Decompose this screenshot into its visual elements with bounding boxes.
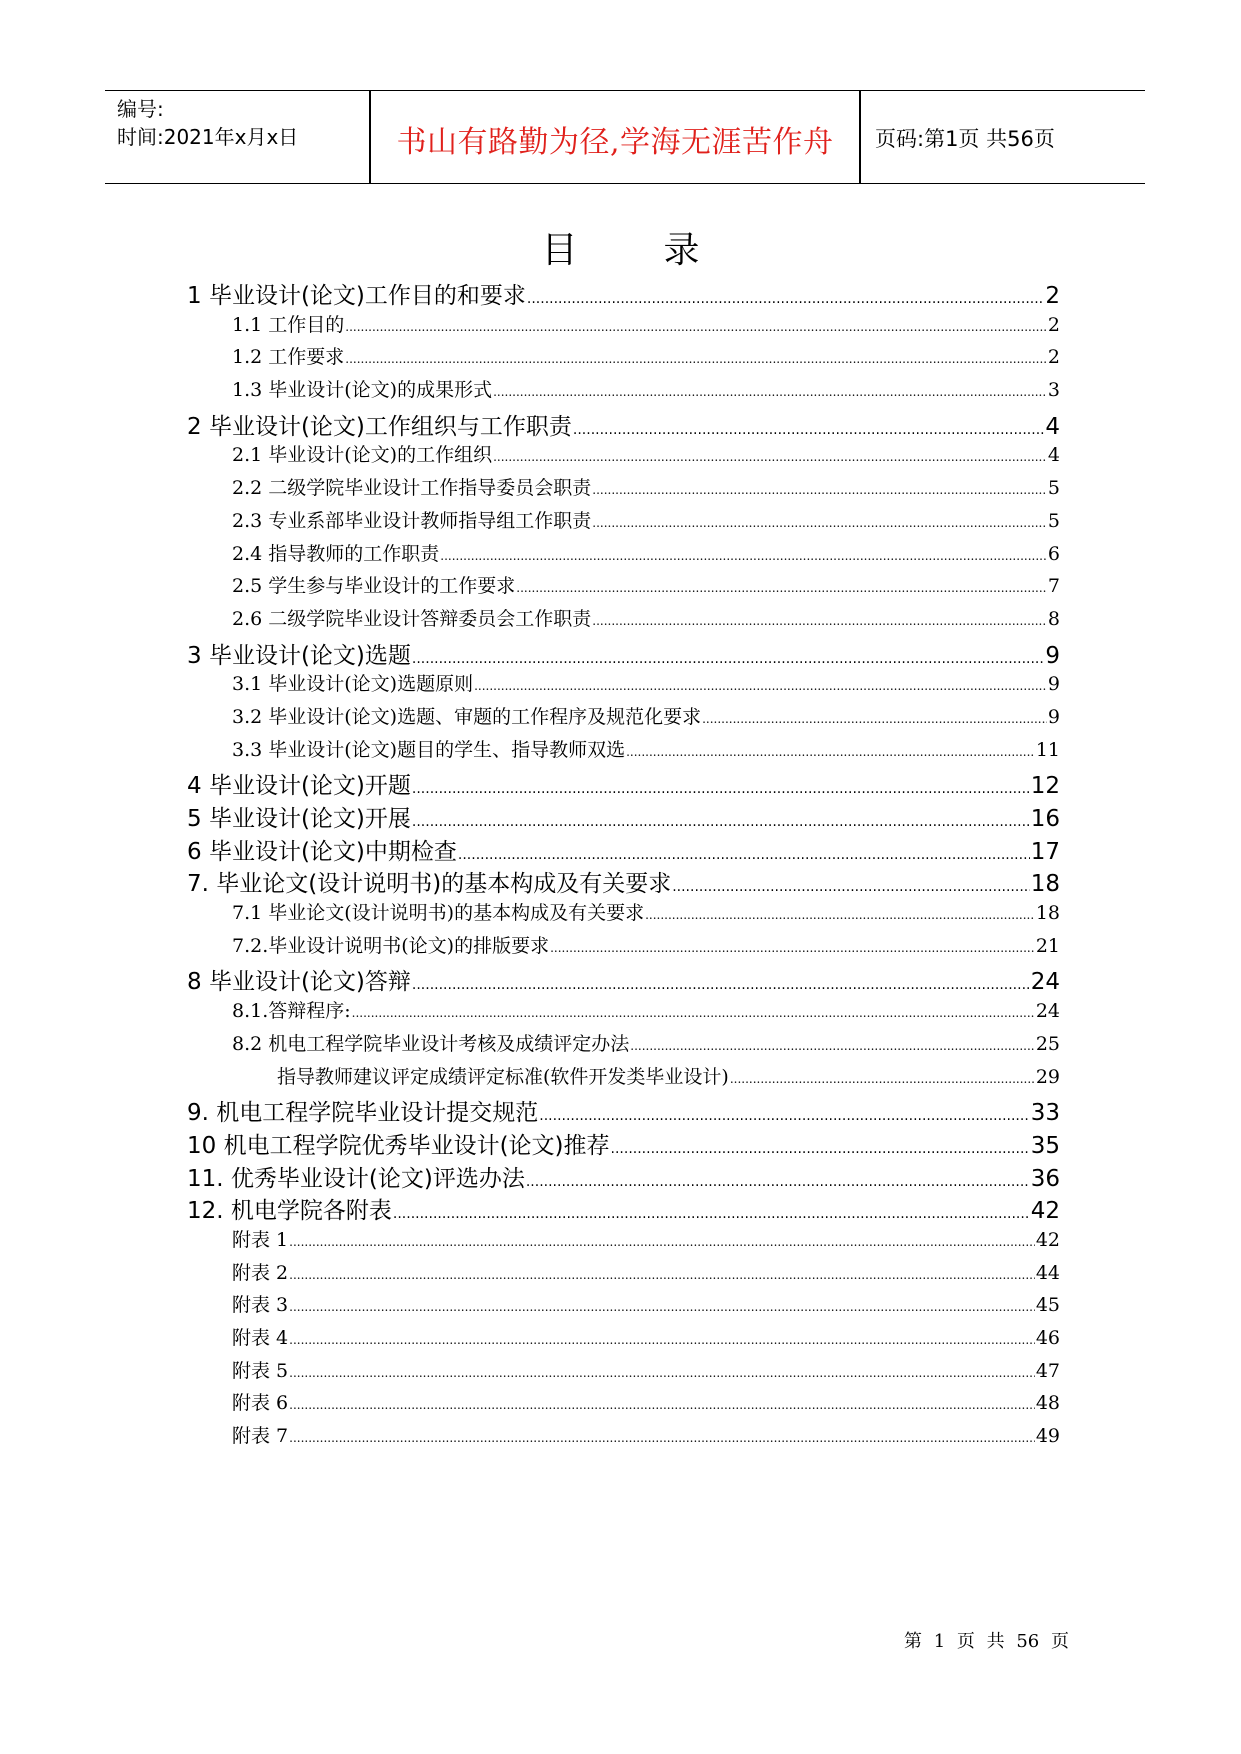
toc-entry-title: 6 毕业设计(论文)中期检查 xyxy=(187,838,457,865)
toc-entry-page: 24 xyxy=(1030,969,1060,996)
toc-entry-page: 29 xyxy=(1035,1065,1060,1088)
toc-entry-title: 2.3 专业系部毕业设计教师指导组工作职责 xyxy=(232,509,592,532)
toc-entry[interactable] xyxy=(187,375,1060,408)
toc-entry[interactable] xyxy=(187,1421,1060,1454)
toc-leader-dots xyxy=(440,549,1047,563)
toc-title: 目录 xyxy=(541,230,786,271)
toc-entry-title: 2.1 毕业设计(论文)的工作组织 xyxy=(232,444,493,467)
toc-entry-page: 3 xyxy=(1047,379,1060,402)
toc-entry-title: 8 毕业设计(论文)答辩 xyxy=(187,969,411,996)
toc-entry[interactable] xyxy=(187,310,1060,343)
toc-entry-title: 附表 7 xyxy=(232,1425,289,1448)
toc-entry-page: 12 xyxy=(1030,773,1060,800)
toc-entry-title: 10 机电工程学院优秀毕业设计(论文)推荐 xyxy=(187,1132,610,1159)
toc-entry-title: 2.6 二级学院毕业设计答辩委员会工作职责 xyxy=(232,607,592,630)
toc-entry-page: 8 xyxy=(1047,607,1060,630)
toc-leader-dots xyxy=(289,1398,1035,1412)
toc-entry[interactable] xyxy=(187,473,1060,506)
toc-entry-title: 1.3 毕业设计(论文)的成果形式 xyxy=(232,379,493,402)
toc-leader-dots xyxy=(412,814,1030,830)
toc-entry-page: 16 xyxy=(1030,806,1060,832)
toc-entry-page: 7 xyxy=(1047,575,1060,598)
toc-entry[interactable] xyxy=(187,1094,1060,1127)
toc-entry-page: 42 xyxy=(1030,1198,1060,1225)
toc-entry-title: 12. 机电学院各附表 xyxy=(187,1198,392,1225)
document-header xyxy=(105,90,1145,184)
toc-entry-title: 附表 6 xyxy=(232,1392,289,1415)
toc-entry-page: 2 xyxy=(1047,346,1060,369)
toc-leader-dots xyxy=(289,1235,1035,1249)
toc-entry-title: 附表 5 xyxy=(232,1359,289,1382)
header-motto: 书山有路勤为径,学海无涯苦作舟 xyxy=(396,125,834,160)
toc-entry-title: 附表 3 xyxy=(232,1294,289,1317)
toc-leader-dots xyxy=(730,1072,1035,1086)
toc-entry[interactable] xyxy=(187,1388,1060,1421)
header-number-label: 编号: xyxy=(117,97,164,121)
toc-entry[interactable] xyxy=(187,440,1060,473)
toc-entry[interactable] xyxy=(187,1258,1060,1291)
toc-leader-dots xyxy=(539,1108,1029,1124)
toc-leader-dots xyxy=(412,977,1030,993)
toc-leader-dots xyxy=(550,941,1035,955)
toc-leader-dots xyxy=(592,516,1047,530)
toc-entry-title: 4 毕业设计(论文)开题 xyxy=(187,773,411,800)
toc-leader-dots xyxy=(289,1366,1035,1380)
toc-entry-title: 8.1.答辩程序: xyxy=(232,1000,351,1023)
toc-entry-page: 2 xyxy=(1047,313,1060,336)
toc-entry[interactable] xyxy=(187,669,1060,702)
toc-leader-dots xyxy=(493,385,1047,399)
toc-entry-page: 36 xyxy=(1030,1165,1060,1192)
toc-entry[interactable] xyxy=(187,1225,1060,1258)
toc-entry-page: 25 xyxy=(1035,1032,1060,1055)
toc-entry-title: 3 毕业设计(论文)选题 xyxy=(187,642,411,669)
toc-entry-title: 指导教师建议评定成绩评定标准(软件开发类毕业设计) xyxy=(277,1065,729,1088)
header-time-label: 时间:2021年x月x日 xyxy=(117,125,299,149)
toc-entry-page: 49 xyxy=(1035,1425,1060,1448)
toc-entry-title: 2 毕业设计(论文)工作组织与工作职责 xyxy=(187,413,572,440)
toc-entry[interactable] xyxy=(187,1356,1060,1389)
toc-entry-page: 42 xyxy=(1035,1228,1060,1251)
toc-entry[interactable] xyxy=(187,408,1060,441)
toc-entry-title: 2.4 指导教师的工作职责 xyxy=(232,542,440,565)
toc-entry-title: 9. 机电工程学院毕业设计提交规范 xyxy=(187,1100,539,1127)
toc-leader-dots xyxy=(626,745,1035,759)
toc-entry-page: 9 xyxy=(1047,705,1060,728)
toc-leader-dots xyxy=(573,422,1044,438)
toc-entry-page: 2 xyxy=(1045,283,1060,309)
toc-entry-title: 8.2 机电工程学院毕业设计考核及成绩评定办法 xyxy=(232,1032,630,1055)
toc-leader-dots xyxy=(289,1333,1035,1347)
toc-entry[interactable] xyxy=(187,702,1060,735)
toc-leader-dots xyxy=(592,483,1047,497)
toc-entry-page: 33 xyxy=(1030,1100,1060,1127)
toc-entry-title: 2.5 学生参与毕业设计的工作要求 xyxy=(232,575,516,598)
toc-leader-dots xyxy=(345,320,1047,334)
toc-entry-page: 9 xyxy=(1045,642,1060,669)
toc-entry-title: 1.2 工作要求 xyxy=(232,346,345,369)
toc-entry[interactable] xyxy=(187,604,1060,637)
toc-entry-title: 3.3 毕业设计(论文)题目的学生、指导教师双选 xyxy=(232,738,626,761)
toc-entry[interactable] xyxy=(187,637,1060,670)
toc-entry[interactable] xyxy=(187,1062,1060,1095)
toc-entry-title: 附表 4 xyxy=(232,1327,289,1349)
toc-entry[interactable] xyxy=(187,506,1060,539)
toc-leader-dots xyxy=(412,781,1030,797)
toc-entry-page: 48 xyxy=(1035,1392,1060,1415)
toc-entry-title: 7. 毕业论文(设计说明书)的基本构成及有关要求 xyxy=(187,871,672,898)
toc-leader-dots xyxy=(592,614,1047,628)
toc-entry-page: 5 xyxy=(1047,509,1060,532)
page-footer: 第 1 页 共 56 页 xyxy=(904,1631,1069,1652)
toc-entry-page: 46 xyxy=(1035,1327,1060,1349)
toc-entry[interactable] xyxy=(187,767,1060,800)
toc-entry[interactable] xyxy=(187,931,1060,964)
toc-entry[interactable] xyxy=(187,539,1060,572)
toc-leader-dots xyxy=(516,581,1047,595)
toc-entry-page: 21 xyxy=(1035,934,1060,957)
toc-entry-title: 3.1 毕业设计(论文)选题原则 xyxy=(232,673,474,696)
toc-entry-page: 47 xyxy=(1035,1359,1060,1382)
toc-entry-page: 18 xyxy=(1030,871,1060,898)
toc-entry-page: 11 xyxy=(1035,738,1060,761)
toc-leader-dots xyxy=(345,352,1047,366)
toc-leader-dots xyxy=(474,679,1047,693)
toc-entry-page: 24 xyxy=(1035,1000,1060,1023)
toc-entry[interactable] xyxy=(187,1192,1060,1225)
toc-entry-title: 附表 1 xyxy=(232,1228,289,1251)
toc-entry-page: 17 xyxy=(1030,838,1060,865)
header-page-label: 页码:第1页 共56页 xyxy=(875,127,1055,151)
toc-entry[interactable] xyxy=(187,342,1060,375)
toc-entry[interactable] xyxy=(187,1127,1060,1160)
toc-entry-page: 4 xyxy=(1047,444,1060,467)
toc-leader-dots xyxy=(630,1039,1035,1053)
toc-leader-dots xyxy=(527,291,1044,307)
toc-entry-page: 44 xyxy=(1035,1261,1060,1284)
toc-leader-dots xyxy=(493,450,1047,464)
toc-entry-title: 附表 2 xyxy=(232,1261,289,1284)
toc-leader-dots xyxy=(458,847,1030,863)
toc-leader-dots xyxy=(393,1206,1030,1222)
toc-leader-dots xyxy=(672,879,1030,895)
toc-entry[interactable] xyxy=(187,277,1060,310)
toc-entry-page: 6 xyxy=(1047,542,1060,565)
toc-leader-dots xyxy=(352,1006,1035,1020)
toc-entry[interactable] xyxy=(187,735,1060,768)
toc-entry-title: 1 毕业设计(论文)工作目的和要求 xyxy=(187,283,526,309)
toc-leader-dots xyxy=(412,651,1044,667)
toc-entry[interactable] xyxy=(187,1160,1060,1193)
toc-entry-page: 5 xyxy=(1047,477,1060,500)
toc-entry[interactable] xyxy=(187,1290,1060,1323)
toc-entry[interactable] xyxy=(187,800,1060,833)
toc-entry[interactable] xyxy=(187,996,1060,1029)
toc-entry[interactable] xyxy=(187,1323,1060,1356)
toc-entry-page: 35 xyxy=(1030,1132,1060,1159)
toc-leader-dots xyxy=(702,712,1047,726)
toc-entry-title: 3.2 毕业设计(论文)选题、审题的工作程序及规范化要求 xyxy=(232,705,702,728)
toc-entry-title: 7.1 毕业论文(设计说明书)的基本构成及有关要求 xyxy=(232,902,645,925)
toc-entry[interactable] xyxy=(187,898,1060,931)
table-of-contents xyxy=(187,277,1060,1454)
toc-leader-dots xyxy=(645,908,1035,922)
toc-entry[interactable] xyxy=(187,1029,1060,1062)
toc-leader-dots xyxy=(611,1141,1030,1157)
toc-entry[interactable] xyxy=(187,963,1060,996)
toc-entry-page: 9 xyxy=(1047,673,1060,696)
header-meta xyxy=(117,95,298,151)
toc-leader-dots xyxy=(289,1268,1035,1282)
toc-entry-page: 18 xyxy=(1035,902,1060,925)
toc-leader-dots xyxy=(289,1431,1035,1445)
toc-entry-title: 1.1 工作目的 xyxy=(232,313,345,336)
toc-leader-dots xyxy=(526,1174,1030,1190)
header-divider xyxy=(859,91,861,183)
toc-entry[interactable] xyxy=(187,571,1060,604)
toc-entry[interactable] xyxy=(187,865,1060,898)
toc-entry-page: 4 xyxy=(1045,413,1060,440)
toc-leader-dots xyxy=(289,1300,1035,1314)
toc-entry-title: 5 毕业设计(论文)开展 xyxy=(187,806,411,832)
toc-entry-title: 2.2 二级学院毕业设计工作指导委员会职责 xyxy=(232,477,592,500)
toc-entry-title: 7.2.毕业设计说明书(论文)的排版要求 xyxy=(232,934,550,957)
toc-entry-page: 45 xyxy=(1035,1294,1060,1317)
toc-entry[interactable] xyxy=(187,833,1060,866)
toc-entry-title: 11. 优秀毕业设计(论文)评选办法 xyxy=(187,1165,525,1192)
